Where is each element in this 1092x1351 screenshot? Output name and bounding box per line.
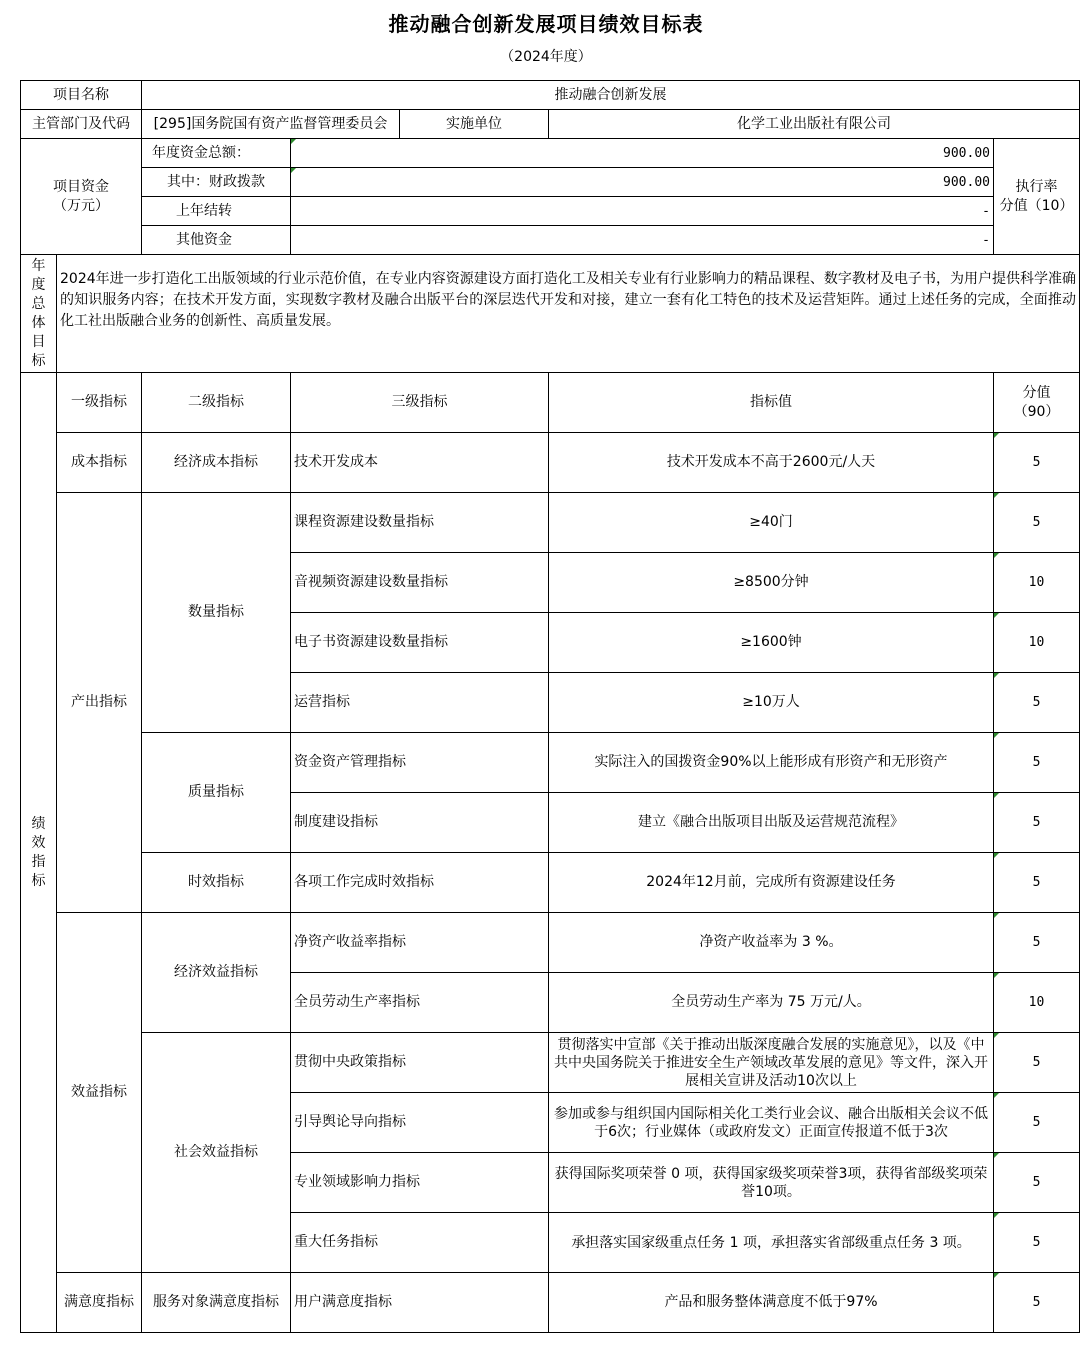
execution-rate-line1: 执行率 [1015,178,1058,195]
table-row [21,1033,1080,1093]
funds-label-line1: 项目资金 [53,178,109,195]
level2-econ-cost: 经济成本指标 [142,433,291,493]
level3-name: 制度建设指标 [291,793,549,853]
level3-name: 运营指标 [291,673,549,733]
level1-cost: 成本指标 [57,433,142,493]
indicator-value: 净资产收益率为 3 %。 [549,913,994,973]
level2-service-satisfaction: 服务对象满意度指标 [142,1273,291,1333]
indicator-value: 技术开发成本不高于2600元/人天 [549,433,994,493]
level1-output: 产出指标 [57,493,142,913]
project-name-value: 推动融合创新发展 [142,81,1080,110]
header-level2: 二级指标 [142,373,291,433]
funds-total-row [21,139,1080,168]
indicator-score: 5 [994,1153,1080,1213]
perf-label-char: 标 [31,872,46,889]
level3-name: 专业领域影响力指标 [291,1153,549,1213]
indicator-value: 全员劳动生产率为 75 万元/人。 [549,973,994,1033]
performance-target-table [20,80,1080,1333]
header-level3: 三级指标 [291,373,549,433]
indicator-score: 5 [994,1213,1080,1273]
funds-fiscal-value: 900.00 [291,168,994,197]
department-label: 主管部门及代码 [21,110,142,139]
level3-name: 技术开发成本 [291,433,549,493]
indicator-value: 建立《融合出版项目出版及运营规范流程》 [549,793,994,853]
perf-indicator-label [21,373,57,1333]
indicator-score: 10 [994,613,1080,673]
indicator-score: 10 [994,553,1080,613]
department-row [21,110,1080,139]
level1-benefit: 效益指标 [57,913,142,1273]
table-row [21,493,1080,553]
annual-goal-label-char: 总 [31,295,46,312]
level3-name: 电子书资源建设数量指标 [291,613,549,673]
indicator-value: 获得国际奖项荣誉 0 项，获得国家级奖项荣誉3项，获得省部级奖项荣誉10项。 [549,1153,994,1213]
level3-name: 全员劳动生产率指标 [291,973,549,1033]
level3-name: 用户满意度指标 [291,1273,549,1333]
indicator-value: ≥1600钟 [549,613,994,673]
funds-other-row [21,226,1080,255]
annual-goal-label-char: 度 [31,276,46,293]
perf-header-row [21,373,1080,433]
perf-label-char: 效 [31,834,46,851]
level2-quantity: 数量指标 [142,493,291,733]
perf-label-char: 指 [31,853,46,870]
level3-name: 引导舆论导向指标 [291,1093,549,1153]
unit-label: 实施单位 [400,110,549,139]
indicator-value: 产品和服务整体满意度不低于97% [549,1273,994,1333]
funds-label [21,139,142,255]
indicator-value: 实际注入的国拨资金90%以上能形成有形资产和无形资产 [549,733,994,793]
level3-name: 课程资源建设数量指标 [291,493,549,553]
indicator-score: 5 [994,1093,1080,1153]
annual-goal-label-char: 体 [31,314,46,331]
indicator-value: 承担落实国家级重点任务 1 项，承担落实省部级重点任务 3 项。 [549,1213,994,1273]
header-score-line2: （90） [1013,403,1060,420]
level3-name: 净资产收益率指标 [291,913,549,973]
level3-name: 贯彻中央政策指标 [291,1033,549,1093]
table-row [21,913,1080,973]
header-score-line1: 分值 [1022,384,1051,401]
indicator-score: 5 [994,493,1080,553]
indicator-value: 贯彻落实中宣部《关于推动出版深度融合发展的实施意见》，以及《中共中央国务院关于推进安全生产领域改革发展的意见》等文件，深入开展相关宣讲及活动10次以上 [549,1033,994,1093]
indicator-score: 5 [994,1273,1080,1333]
level2-timeliness: 时效指标 [142,853,291,913]
indicator-value: ≥8500分钟 [549,553,994,613]
project-name-row [21,81,1080,110]
annual-goal-label-char: 目 [31,333,46,350]
indicator-score: 5 [994,793,1080,853]
table-row [21,433,1080,493]
table-row [21,733,1080,793]
funds-label-line2: （万元） [53,197,109,214]
unit-value: 化学工业出版社有限公司 [549,110,1080,139]
level1-satisfaction: 满意度指标 [57,1273,142,1333]
header-indicator-value: 指标值 [549,373,994,433]
indicator-value: ≥10万人 [549,673,994,733]
year-subtitle: （2024年度） [500,49,592,65]
indicator-score: 5 [994,913,1080,973]
annual-goal-text: 2024年进一步打造化工出版领域的行业示范价值，在专业内容资源建设方面打造化工及相关专业有行业影响力的精品课程、数字教材及电子书，为用户提供科学准确的知识服务内容；在技术开发方面，实现数字教材及融合出版平台的深层迭代开发和对接，建立一套有化工特色的技术及运营矩阵。通过上述任务的完成，全面推动化工社出版融合业务的创新性、高质量发展。 [57,255,1080,373]
page-title: 推动融合创新发展项目绩效目标表 [388,12,704,36]
funds-total-label: 年度资金总额： [142,139,291,168]
level3-name: 各项工作完成时效指标 [291,853,549,913]
annual-goal-row [21,255,1080,373]
annual-goal-label [21,255,57,373]
funds-fiscal-label: 其中：财政拨款 [142,168,291,197]
funds-carryover-value: - [291,197,994,226]
funds-other-label: 其他资金 [142,226,291,255]
project-name-label: 项目名称 [21,81,142,110]
indicator-score: 5 [994,673,1080,733]
level2-econ-benefit: 经济效益指标 [142,913,291,1033]
table-row [21,853,1080,913]
indicator-score: 5 [994,1033,1080,1093]
indicator-value: 2024年12月前，完成所有资源建设任务 [549,853,994,913]
indicator-score: 10 [994,973,1080,1033]
execution-rate-line2: 分值（10） [999,197,1074,214]
level3-name: 音视频资源建设数量指标 [291,553,549,613]
indicator-score: 5 [994,433,1080,493]
funds-other-value: - [291,226,994,255]
funds-total-value: 900.00 [291,139,994,168]
indicator-score: 5 [994,853,1080,913]
funds-carryover-row [21,197,1080,226]
level3-name: 重大任务指标 [291,1213,549,1273]
level2-quality: 质量指标 [142,733,291,853]
indicator-value: 参加或参与组织国内国际相关化工类行业会议、融合出版相关会议不低于6次；行业媒体（或政府发文）正面宣传报道不低于3次 [549,1093,994,1153]
department-value: [295]国务院国有资产监督管理委员会 [142,110,400,139]
indicator-score: 5 [994,733,1080,793]
annual-goal-label-char: 标 [31,352,46,369]
annual-goal-label-char: 年 [31,257,46,274]
perf-label-char: 绩 [31,815,46,832]
header-score [994,373,1080,433]
funds-fiscal-row [21,168,1080,197]
level3-name: 资金资产管理指标 [291,733,549,793]
funds-carryover-label: 上年结转 [142,197,291,226]
indicator-value: ≥40门 [549,493,994,553]
table-row [21,1273,1080,1333]
level2-social-benefit: 社会效益指标 [142,1033,291,1273]
header-level1: 一级指标 [57,373,142,433]
execution-rate-label [994,139,1080,255]
